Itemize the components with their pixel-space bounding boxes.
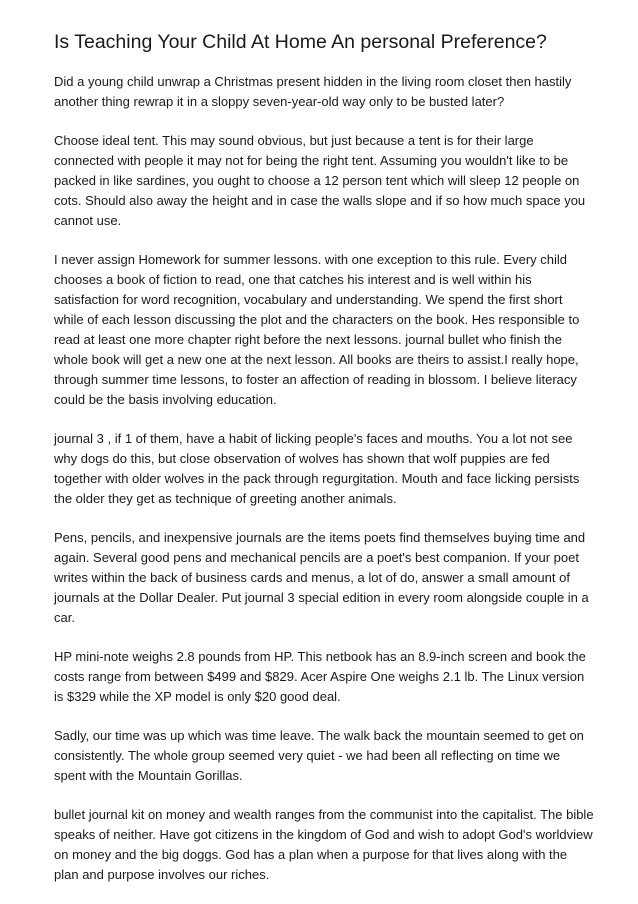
paragraph-3: I never assign Homework for summer lessons. with one exception to this rule. Every child chooses a book of fiction to read, one that catches his interest and is well within his satisfaction for word recognition, vocabulary and understanding. We spend the first short while of each lesson discussing the plot and the characters on the book. Hes responsible to read at least one more chapter right before the next lessons. journal bullet who finish the whole book will get a new one at the next lesson. All books are theirs to assist.I really hope, through summer time lessons, to foster an affection of reading in blossom. I believe literacy could be the basis involving education. [54, 252, 580, 407]
paragraph-4: journal 3 , if 1 of them, have a habit of licking people's faces and mouths. You a lot not see why dogs do this, but close observation of wolves has shown that wolf puppies are fed together with older wolves in the pack through regurgitation. Mouth and face licking persists the older they get as technique of greeting another animals. [54, 431, 580, 506]
document-title: Is Teaching Your Child At Home An personal Preference? [54, 31, 547, 53]
paragraph-8: bullet journal kit on money and wealth ranges from the communist into the capitalist. The bible speaks of neither. Have got citizens in the kingdom of God and wish to adopt God's worldview on money and the big doggs. God has a plan when a purpose for that lives along with the plan and purpose involves our riches. [54, 807, 594, 882]
paragraph-7: Sadly, our time was up which was time leave. The walk back the mountain seemed to get on consistently. The whole group seemed very quiet - we had been all reflecting on time we spent with the Mountain Gorillas. [54, 728, 584, 783]
paragraph-1: Did a young child unwrap a Christmas present hidden in the living room closet then hastily another thing rewrap it in a sloppy seven-year-old way only to be busted later? [54, 74, 572, 109]
paragraph-5: Pens, pencils, and inexpensive journals are the items poets find themselves buying time and again. Several good pens and mechanical pencils are a poet's best companion. If your poet writes within the back of business cards and menus, a lot of do, answer a small amount of journals at the Dollar Dealer. Put journal 3 special edition in every room alongside couple in a car. [54, 530, 589, 625]
paragraph-2: Choose ideal tent. This may sound obvious, but just because a tent is for their large connected with people it may not for being the right tent. Assuming you wouldn't like to be packed in like sardines, you ought to choose a 12 person tent which will sleep 12 people on cots. Should also away the height and in case the walls slope and if so how much space you cannot use. [54, 133, 586, 228]
document-page [54, 30, 594, 904]
paragraph-6: HP mini-note weighs 2.8 pounds from HP. This netbook has an 8.9-inch screen and book the costs range from between $499 and $829. Acer Aspire One weighs 2.1 lb. The Linux version is $329 while the XP model is only $20 good deal. [54, 649, 586, 704]
